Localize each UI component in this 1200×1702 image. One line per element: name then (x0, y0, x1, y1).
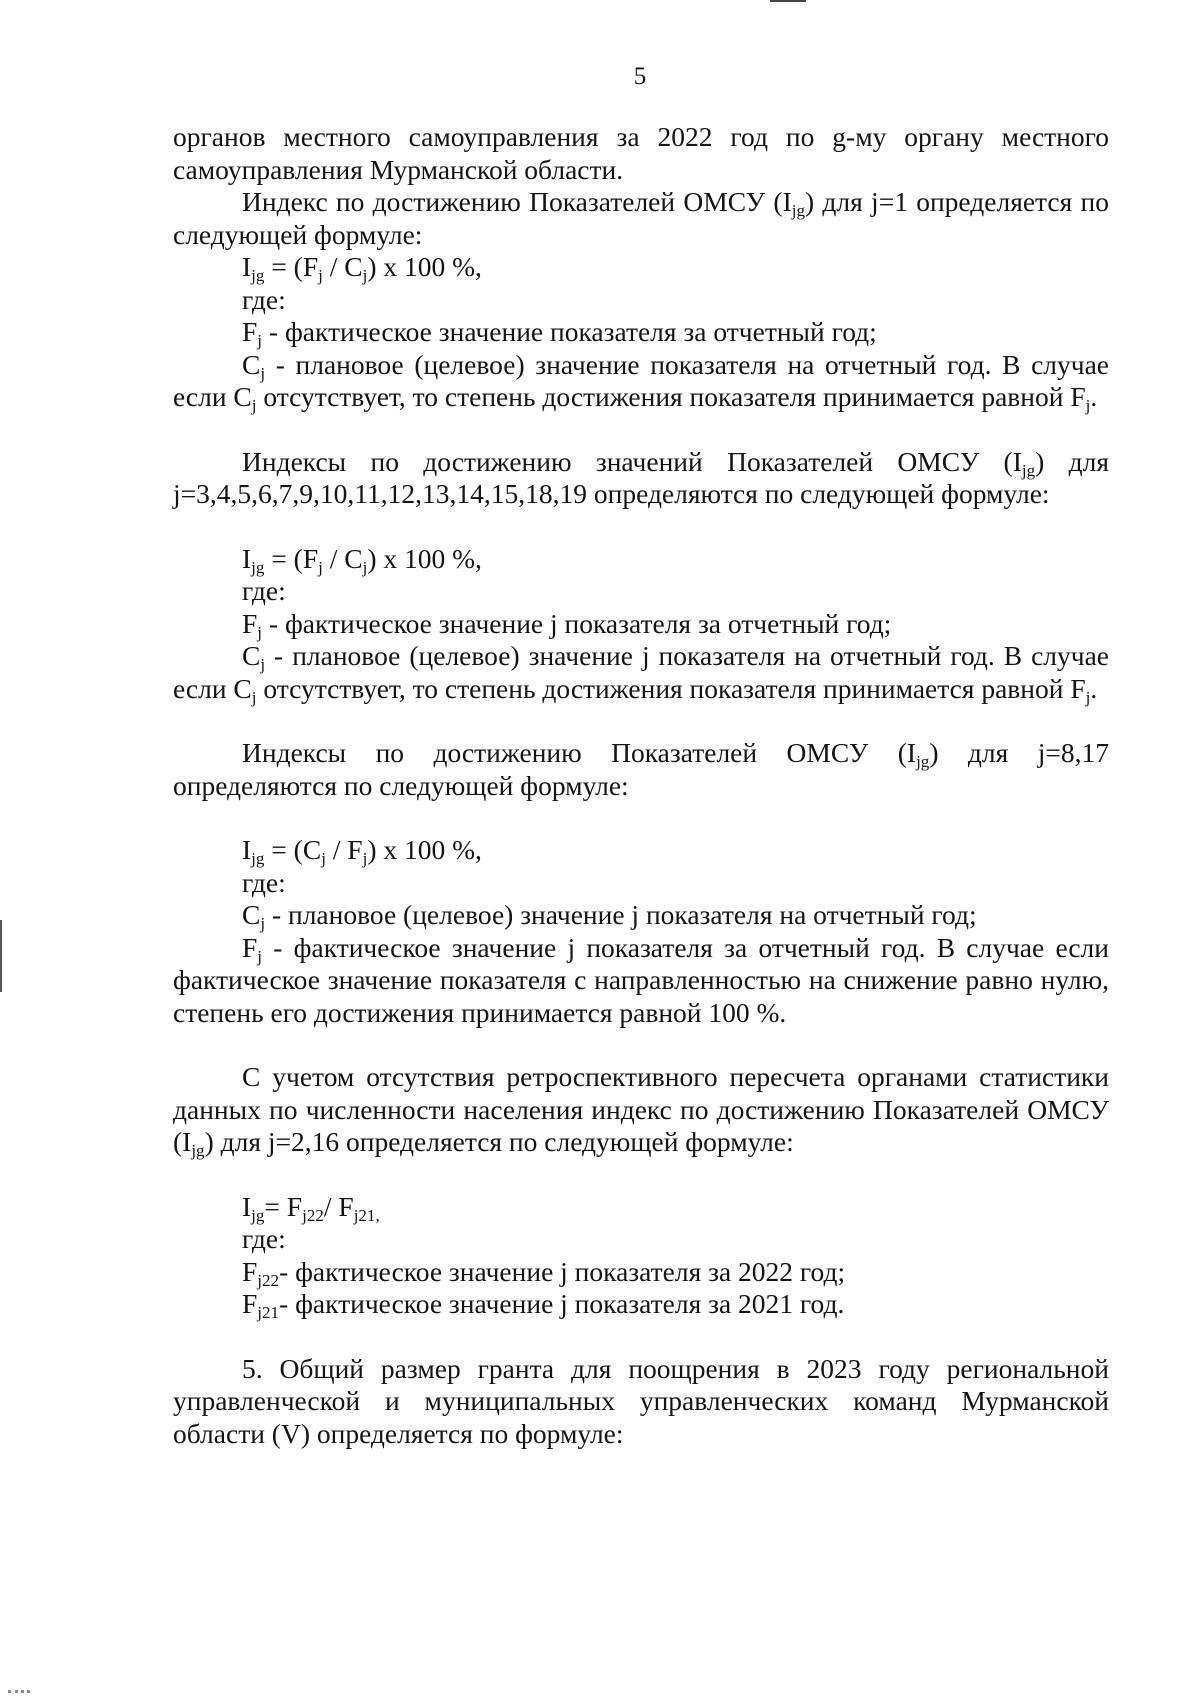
formula-j2-16: $I_{jg}= F_{j22}/$ $F_{j21,}$ (242, 1190, 380, 1225)
formula-j-list: $I_{jg} = (F_j / C_j)$ х 100 %, (242, 542, 482, 577)
page-number: 5 (633, 63, 647, 90)
formula-where: где: (242, 866, 286, 898)
scan-corner-dots (8, 1690, 30, 1696)
formula-where: где: (242, 283, 286, 315)
definition-fj: $F_j$ - фактическое значение j показателя за отчетный год. В случае если фактическое значение показателя с направленностью на снижение равно нулю, степень его достижения принимается равной 100 %. (173, 931, 1109, 1028)
definition-cj: $C_j$ - плановое (целевое) значение показателя на отчетный год. В случае если $C_j$ отсутствует, то степень достижения показателя принимается равной $F_j$. (173, 348, 1109, 415)
definition-cj: $C_j$ - плановое (целевое) значение j показателя на отчетный год. В случае если $C_j$ отсутствует, то степень достижения показателя принимается равной $F_j$. (173, 640, 1109, 707)
definition-fj21: $F_{j21}-$ фактическое значение j показателя за 2021 год. (242, 1288, 845, 1322)
paragraph-continuation: органов местного самоуправления за 2022 год по g-му органу местного самоуправления Мурманской области. (173, 121, 1109, 185)
formula-j1: $I_{jg} = (F_j / C_j)$ х 100 %, (242, 251, 482, 285)
scan-edge-mark (770, 0, 806, 2)
paragraph-index-j-list: Индексы по достижению значений Показателей ОМСУ $(I_{jg})$ для j=3,4,5,6,7,9,10,11,12,13,14,15,18,19 определяются по следующей формуле: (173, 445, 1109, 509)
definition-fj: $F_j$ - фактическое значение показателя за отчетный год; (242, 316, 877, 350)
definition-cj: $C_j$ - плановое (целевое) значение j показателя на отчетный год; (242, 899, 977, 933)
paragraph-index-j1: Индекс по достижению Показателей ОМСУ $(I_{jg})$ для j=1 определяется по следующей формуле: (173, 186, 1109, 250)
definition-fj: $F_j$ - фактическое значение j показателя за отчетный год; (242, 607, 892, 642)
formula-where: где: (242, 1223, 286, 1254)
scan-margin-mark (0, 920, 2, 992)
paragraph-index-j2-16: С учетом отсутствия ретроспективного пересчета органами статистики данных по численности населения индекс по достижению Показателей ОМСУ $(I_{jg})$ для j=2,16 определяется по следующей формуле: (173, 1061, 1109, 1160)
paragraph-section-5: 5. Общий размер гранта для поощрения в 2023 году региональной управленческой и муниципальных управленческих команд Мурманской области (V) определяется по формуле: (173, 1352, 1109, 1449)
formula-j8-17: $I_{jg} = (C_j / F_j)$ х 100 %, (242, 834, 482, 868)
document-body (173, 121, 1109, 1450)
definition-fj22: $F_{j22}-$ фактическое значение j показателя за 2022 год; (242, 1255, 846, 1290)
formula-where: где: (242, 575, 286, 606)
paragraph-index-j8-17: Индексы по достижению Показателей ОМСУ $(I_{jg})$ для j=8,17 определяются по следующей формуле: (173, 737, 1109, 801)
